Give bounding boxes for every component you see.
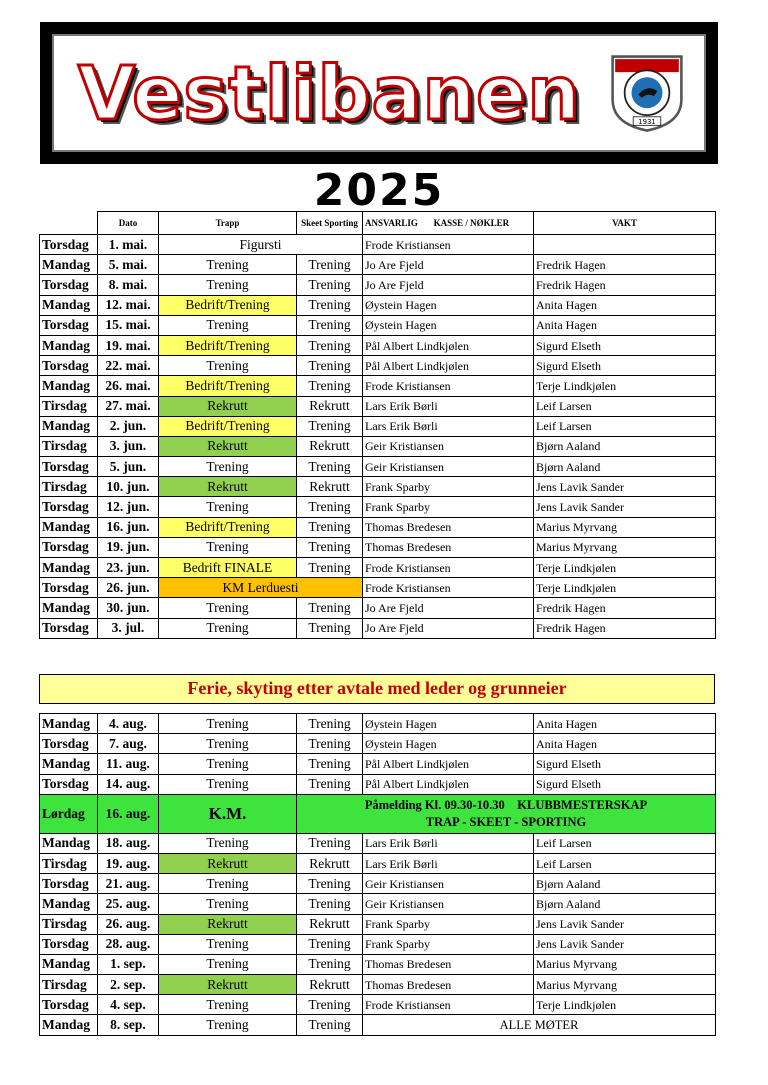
skeet-cell: Trening bbox=[297, 356, 363, 376]
schedule-row bbox=[40, 598, 716, 618]
day-cell: Mandag bbox=[40, 894, 98, 914]
trapp-cell: Trening bbox=[159, 255, 297, 275]
vakt-cell: Leif Larsen bbox=[534, 396, 716, 416]
holiday-banner: Ferie, skyting etter avtale med leder og grunneier bbox=[39, 674, 715, 704]
schedule-row bbox=[40, 517, 716, 537]
logo-year: 1931 bbox=[638, 118, 656, 127]
skeet-cell: Trening bbox=[297, 714, 363, 734]
vakt-cell: Terje Lindkjølen bbox=[534, 995, 716, 1015]
date-cell: 8. mai. bbox=[98, 275, 159, 295]
date-cell: 28. aug. bbox=[98, 934, 159, 954]
date-cell: 16. jun. bbox=[98, 517, 159, 537]
schedule-row bbox=[40, 934, 716, 954]
trapp-cell: Bedrift/Trening bbox=[159, 295, 297, 315]
day-cell: Torsdag bbox=[40, 315, 98, 335]
ansvarlig-cell: Lars Erik Børli bbox=[363, 396, 534, 416]
date-cell: 26. mai. bbox=[98, 376, 159, 396]
schedule-row bbox=[40, 714, 716, 734]
vakt-cell: Terje Lindkjølen bbox=[534, 578, 716, 598]
trapp-cell: Trening bbox=[159, 275, 297, 295]
skeet-cell: Trening bbox=[297, 376, 363, 396]
schedule-table-spring bbox=[39, 211, 716, 639]
vakt-cell: Anita Hagen bbox=[534, 714, 716, 734]
date-cell: 10. jun. bbox=[98, 477, 159, 497]
day-cell: Mandag bbox=[40, 255, 98, 275]
schedule-row bbox=[40, 754, 716, 774]
skeet-cell: Trening bbox=[297, 934, 363, 954]
skeet-cell: Trening bbox=[297, 894, 363, 914]
schedule-row bbox=[40, 537, 716, 557]
day-cell: Mandag bbox=[40, 295, 98, 315]
ansvarlig-cell: Øystein Hagen bbox=[363, 295, 534, 315]
skeet-cell: Rekrutt bbox=[297, 436, 363, 456]
skeet-cell: Trening bbox=[297, 416, 363, 436]
year-heading: 2025 bbox=[313, 165, 445, 216]
date-cell: 27. mai. bbox=[98, 396, 159, 416]
header-kasse-label: KASSE / NØKLER bbox=[433, 218, 510, 228]
day-cell: Torsdag bbox=[40, 774, 98, 794]
vakt-cell: Leif Larsen bbox=[534, 853, 716, 873]
vakt-cell: Fredrik Hagen bbox=[534, 598, 716, 618]
ansvarlig-cell: Øystein Hagen bbox=[363, 714, 534, 734]
date-cell: 21. aug. bbox=[98, 874, 159, 894]
trapp-cell: Bedrift/Trening bbox=[159, 335, 297, 355]
alle-moter-cell: ALLE MØTER bbox=[363, 1015, 716, 1035]
day-cell: Torsdag bbox=[40, 457, 98, 477]
trapp-cell: Trening bbox=[159, 497, 297, 517]
skeet-cell: Rekrutt bbox=[297, 396, 363, 416]
skeet-cell: Trening bbox=[297, 315, 363, 335]
skeet-cell: Trening bbox=[297, 618, 363, 638]
schedule-row bbox=[40, 995, 716, 1015]
date-cell: 19. mai. bbox=[98, 335, 159, 355]
schedule-row bbox=[40, 734, 716, 754]
ansvarlig-cell: Jo Are Fjeld bbox=[363, 275, 534, 295]
day-cell: Mandag bbox=[40, 1015, 98, 1035]
date-cell: 8. sep. bbox=[98, 1015, 159, 1035]
date-cell: 5. jun. bbox=[98, 457, 159, 477]
schedule-row bbox=[40, 457, 716, 477]
date-cell: 19. aug. bbox=[98, 853, 159, 873]
day-cell: Tirsdag bbox=[40, 975, 98, 995]
date-cell: 11. aug. bbox=[98, 754, 159, 774]
trapp-cell: Bedrift/Trening bbox=[159, 517, 297, 537]
date-cell: 3. jun. bbox=[98, 436, 159, 456]
skeet-cell: Trening bbox=[297, 954, 363, 974]
ansvarlig-cell: Frank Sparby bbox=[363, 497, 534, 517]
day-cell: Mandag bbox=[40, 714, 98, 734]
vakt-cell: Fredrik Hagen bbox=[534, 618, 716, 638]
ansvarlig-cell: Pål Albert Lindkjølen bbox=[363, 335, 534, 355]
vakt-cell: Jens Lavik Sander bbox=[534, 914, 716, 934]
header-skeet: Skeet Sporting bbox=[297, 212, 363, 235]
skeet-cell: Trening bbox=[297, 754, 363, 774]
day-cell: Mandag bbox=[40, 833, 98, 853]
vakt-cell: Anita Hagen bbox=[534, 295, 716, 315]
km-date: 16. aug. bbox=[98, 794, 159, 833]
skeet-cell: Trening bbox=[297, 295, 363, 315]
date-cell: 1. sep. bbox=[98, 954, 159, 974]
date-cell: 1. mai. bbox=[98, 235, 159, 255]
trapp-cell: Trening bbox=[159, 714, 297, 734]
day-cell: Mandag bbox=[40, 376, 98, 396]
ansvarlig-cell: Frode Kristiansen bbox=[363, 376, 534, 396]
skeet-cell: Trening bbox=[297, 833, 363, 853]
vakt-cell: Anita Hagen bbox=[534, 315, 716, 335]
date-cell: 25. aug. bbox=[98, 894, 159, 914]
day-cell: Mandag bbox=[40, 517, 98, 537]
header-row bbox=[40, 212, 716, 235]
banner bbox=[40, 22, 718, 164]
vakt-cell: Bjørn Aaland bbox=[534, 457, 716, 477]
skeet-cell: Trening bbox=[297, 995, 363, 1015]
skeet-cell: Rekrutt bbox=[297, 914, 363, 934]
ansvarlig-cell: Geir Kristiansen bbox=[363, 894, 534, 914]
date-cell: 30. jun. bbox=[98, 598, 159, 618]
trapp-cell: Trening bbox=[159, 356, 297, 376]
schedule-row bbox=[40, 853, 716, 873]
ansvarlig-cell: Frank Sparby bbox=[363, 934, 534, 954]
ansvarlig-cell: Geir Kristiansen bbox=[363, 874, 534, 894]
trapp-cell: Bedrift/Trening bbox=[159, 416, 297, 436]
ansvarlig-cell: Frank Sparby bbox=[363, 477, 534, 497]
skeet-cell: Trening bbox=[297, 874, 363, 894]
vakt-cell: Sigurd Elseth bbox=[534, 754, 716, 774]
trapp-cell: Bedrift/Trening bbox=[159, 376, 297, 396]
skeet-cell: Trening bbox=[297, 517, 363, 537]
header-ansvarlig-label: ANSVARLIG bbox=[365, 218, 418, 228]
date-cell: 18. aug. bbox=[98, 833, 159, 853]
vakt-cell: Sigurd Elseth bbox=[534, 335, 716, 355]
day-cell: Mandag bbox=[40, 954, 98, 974]
vakt-cell: Jens Lavik Sander bbox=[534, 497, 716, 517]
ansvarlig-cell: Øystein Hagen bbox=[363, 315, 534, 335]
vakt-cell: Bjørn Aaland bbox=[534, 874, 716, 894]
ansvarlig-cell: Frode Kristiansen bbox=[363, 235, 534, 255]
ansvarlig-cell: Øystein Hagen bbox=[363, 734, 534, 754]
schedule-row bbox=[40, 558, 716, 578]
vakt-cell: Fredrik Hagen bbox=[534, 275, 716, 295]
ansvarlig-cell: Frode Kristiansen bbox=[363, 578, 534, 598]
date-cell: 2. sep. bbox=[98, 975, 159, 995]
ansvarlig-cell: Thomas Bredesen bbox=[363, 517, 534, 537]
schedule-row bbox=[40, 914, 716, 934]
trapp-cell: Rekrutt bbox=[159, 477, 297, 497]
schedule-row bbox=[40, 335, 716, 355]
vakt-cell: Sigurd Elseth bbox=[534, 356, 716, 376]
club-logo-icon bbox=[604, 48, 690, 134]
vakt-cell: Terje Lindkjølen bbox=[534, 376, 716, 396]
vakt-cell: Bjørn Aaland bbox=[534, 436, 716, 456]
date-cell: 4. aug. bbox=[98, 714, 159, 734]
ansvarlig-cell: Frode Kristiansen bbox=[363, 558, 534, 578]
schedule-table-autumn bbox=[39, 713, 716, 1036]
trapp-cell: Rekrutt bbox=[159, 436, 297, 456]
ansvarlig-cell: Jo Are Fjeld bbox=[363, 618, 534, 638]
date-cell: 19. jun. bbox=[98, 537, 159, 557]
schedule-row bbox=[40, 618, 716, 638]
skeet-cell: Trening bbox=[297, 457, 363, 477]
ansvarlig-cell: Pål Albert Lindkjølen bbox=[363, 356, 534, 376]
skeet-cell: Rekrutt bbox=[297, 477, 363, 497]
header-ansvarlig bbox=[363, 212, 534, 235]
day-cell: Tirsdag bbox=[40, 436, 98, 456]
schedule-row-last bbox=[40, 1015, 716, 1035]
trapp-cell: Trening bbox=[159, 934, 297, 954]
date-cell: 26. jun. bbox=[98, 578, 159, 598]
ansvarlig-cell: Frode Kristiansen bbox=[363, 995, 534, 1015]
schedule-row bbox=[40, 315, 716, 335]
schedule-row bbox=[40, 497, 716, 517]
ansvarlig-cell: Jo Are Fjeld bbox=[363, 255, 534, 275]
skeet-cell: Trening bbox=[297, 1015, 363, 1035]
date-cell: 12. jun. bbox=[98, 497, 159, 517]
schedule-row bbox=[40, 477, 716, 497]
day-cell: Mandag bbox=[40, 335, 98, 355]
schedule-row bbox=[40, 275, 716, 295]
skeet-cell: Trening bbox=[297, 598, 363, 618]
schedule-row bbox=[40, 874, 716, 894]
day-cell: Torsdag bbox=[40, 578, 98, 598]
trapp-cell: Trening bbox=[159, 754, 297, 774]
day-cell: Tirsdag bbox=[40, 853, 98, 873]
trapp-cell: Trening bbox=[159, 894, 297, 914]
banner-title: Vestlibanen bbox=[78, 51, 582, 137]
vakt-cell: Marius Myrvang bbox=[534, 537, 716, 557]
banner-inner bbox=[52, 34, 706, 152]
skeet-cell: Trening bbox=[297, 255, 363, 275]
ansvarlig-cell: Lars Erik Børli bbox=[363, 853, 534, 873]
schedule-row bbox=[40, 376, 716, 396]
day-cell: Torsdag bbox=[40, 995, 98, 1015]
vakt-cell: Fredrik Hagen bbox=[534, 255, 716, 275]
date-cell: 26. aug. bbox=[98, 914, 159, 934]
trapp-cell: Trening bbox=[159, 995, 297, 1015]
date-cell: 5. mai. bbox=[98, 255, 159, 275]
vakt-cell: Leif Larsen bbox=[534, 833, 716, 853]
date-cell: 15. mai. bbox=[98, 315, 159, 335]
vakt-cell: Jens Lavik Sander bbox=[534, 934, 716, 954]
day-cell: Torsdag bbox=[40, 934, 98, 954]
ansvarlig-cell: Geir Kristiansen bbox=[363, 457, 534, 477]
date-cell: 2. jun. bbox=[98, 416, 159, 436]
vakt-cell: Sigurd Elseth bbox=[534, 774, 716, 794]
trapp-cell: Trening bbox=[159, 537, 297, 557]
trapp-cell: Trening bbox=[159, 954, 297, 974]
trapp-cell: Trening bbox=[159, 734, 297, 754]
skeet-cell: Trening bbox=[297, 275, 363, 295]
km-details bbox=[297, 794, 716, 833]
schedule-row bbox=[40, 295, 716, 315]
day-cell: Torsdag bbox=[40, 235, 98, 255]
trapp-cell: Rekrutt bbox=[159, 914, 297, 934]
activity-cell: Figursti bbox=[159, 235, 363, 255]
vakt-cell: Marius Myrvang bbox=[534, 954, 716, 974]
skeet-cell: Trening bbox=[297, 558, 363, 578]
ansvarlig-cell: Frank Sparby bbox=[363, 914, 534, 934]
schedule-row bbox=[40, 894, 716, 914]
trapp-cell: Rekrutt bbox=[159, 975, 297, 995]
vakt-cell: Jens Lavik Sander bbox=[534, 477, 716, 497]
schedule-row bbox=[40, 255, 716, 275]
ansvarlig-cell: Geir Kristiansen bbox=[363, 436, 534, 456]
vakt-cell: Marius Myrvang bbox=[534, 517, 716, 537]
schedule-row bbox=[40, 578, 716, 598]
header-empty bbox=[40, 212, 98, 235]
ansvarlig-cell: Thomas Bredesen bbox=[363, 954, 534, 974]
skeet-cell: Trening bbox=[297, 335, 363, 355]
date-cell: 3. jul. bbox=[98, 618, 159, 638]
trapp-cell: Trening bbox=[159, 874, 297, 894]
trapp-cell: Trening bbox=[159, 1015, 297, 1035]
trapp-cell: Trening bbox=[159, 457, 297, 477]
schedule-row bbox=[40, 833, 716, 853]
day-cell: Torsdag bbox=[40, 537, 98, 557]
ansvarlig-cell: Thomas Bredesen bbox=[363, 975, 534, 995]
day-cell: Torsdag bbox=[40, 497, 98, 517]
vakt-cell bbox=[534, 235, 716, 255]
trapp-cell: Rekrutt bbox=[159, 853, 297, 873]
ansvarlig-cell: Thomas Bredesen bbox=[363, 537, 534, 557]
schedule-row bbox=[40, 975, 716, 995]
schedule-row bbox=[40, 235, 716, 255]
ansvarlig-cell: Lars Erik Børli bbox=[363, 833, 534, 853]
header-trapp: Trapp bbox=[159, 212, 297, 235]
trapp-cell: Trening bbox=[159, 315, 297, 335]
day-cell: Torsdag bbox=[40, 618, 98, 638]
day-cell: Torsdag bbox=[40, 356, 98, 376]
schedule-row bbox=[40, 774, 716, 794]
ansvarlig-cell: Pål Albert Lindkjølen bbox=[363, 754, 534, 774]
date-cell: 4. sep. bbox=[98, 995, 159, 1015]
vakt-cell: Anita Hagen bbox=[534, 734, 716, 754]
date-cell: 12. mai. bbox=[98, 295, 159, 315]
vakt-cell: Bjørn Aaland bbox=[534, 894, 716, 914]
date-cell: 14. aug. bbox=[98, 774, 159, 794]
ansvarlig-cell: Jo Are Fjeld bbox=[363, 598, 534, 618]
km-label: K.M. bbox=[159, 794, 297, 833]
day-cell: Tirsdag bbox=[40, 396, 98, 416]
day-cell: Torsdag bbox=[40, 874, 98, 894]
date-cell: 7. aug. bbox=[98, 734, 159, 754]
trapp-cell: Trening bbox=[159, 598, 297, 618]
schedule-row bbox=[40, 954, 716, 974]
ansvarlig-cell: Lars Erik Børli bbox=[363, 416, 534, 436]
day-cell: Tirsdag bbox=[40, 477, 98, 497]
km-row bbox=[40, 794, 716, 833]
header-vakt: VAKT bbox=[534, 212, 716, 235]
day-cell: Mandag bbox=[40, 416, 98, 436]
day-cell: Mandag bbox=[40, 598, 98, 618]
schedule-row bbox=[40, 416, 716, 436]
skeet-cell: Trening bbox=[297, 537, 363, 557]
day-cell: Mandag bbox=[40, 558, 98, 578]
km-line2: TRAP - SKEET - SPORTING bbox=[425, 814, 587, 829]
date-cell: 22. mai. bbox=[98, 356, 159, 376]
km-line1: Påmelding Kl. 09.30-10.30 KLUBBMESTERSKAP bbox=[364, 797, 648, 812]
vakt-cell: Terje Lindkjølen bbox=[534, 558, 716, 578]
day-cell: Tirsdag bbox=[40, 914, 98, 934]
header-dato: Dato bbox=[98, 212, 159, 235]
date-cell: 23. jun. bbox=[98, 558, 159, 578]
trapp-cell: Trening bbox=[159, 618, 297, 638]
skeet-cell: Rekrutt bbox=[297, 975, 363, 995]
vakt-cell: Leif Larsen bbox=[534, 416, 716, 436]
schedule-row bbox=[40, 396, 716, 416]
trapp-cell: Rekrutt bbox=[159, 396, 297, 416]
skeet-cell: Trening bbox=[297, 774, 363, 794]
km-day: Lørdag bbox=[40, 794, 98, 833]
skeet-cell: Rekrutt bbox=[297, 853, 363, 873]
ansvarlig-cell: Pål Albert Lindkjølen bbox=[363, 774, 534, 794]
schedule-row bbox=[40, 356, 716, 376]
skeet-cell: Trening bbox=[297, 734, 363, 754]
vakt-cell: Marius Myrvang bbox=[534, 975, 716, 995]
trapp-cell: Bedrift FINALE bbox=[159, 558, 297, 578]
schedule-row bbox=[40, 436, 716, 456]
day-cell: Torsdag bbox=[40, 275, 98, 295]
skeet-cell: Trening bbox=[297, 497, 363, 517]
trapp-cell: Trening bbox=[159, 774, 297, 794]
trapp-cell: Trening bbox=[159, 833, 297, 853]
day-cell: Mandag bbox=[40, 754, 98, 774]
day-cell: Torsdag bbox=[40, 734, 98, 754]
activity-cell: KM Lerduesti bbox=[159, 578, 363, 598]
